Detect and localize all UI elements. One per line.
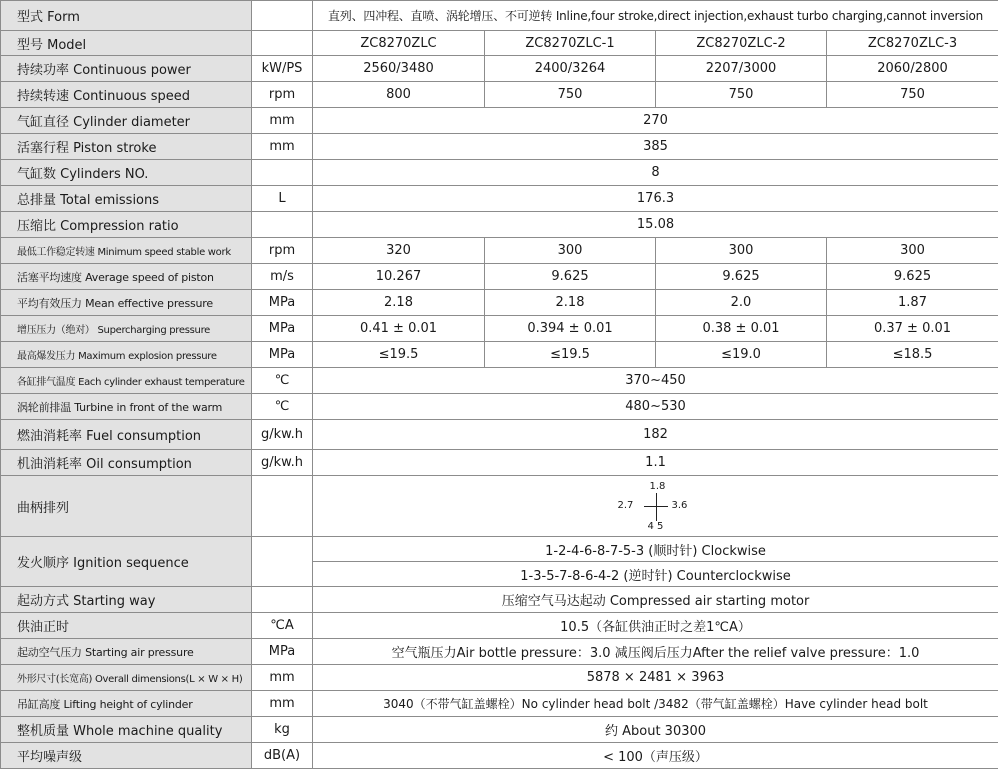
unit-turbine-temp: ℃ bbox=[252, 394, 313, 420]
label-cylinders: 气缸数 Cylinders NO. bbox=[1, 160, 252, 186]
mep-value: 2.18 bbox=[485, 290, 656, 316]
value-lifting: 3040（不带气缸盖螺栓）No cylinder head bolt /3482（带气缸盖螺栓）Have cylinder head bolt bbox=[313, 691, 998, 717]
row-speed bbox=[1, 82, 998, 108]
value-oil: 1.1 bbox=[313, 450, 998, 476]
label-fuel: 燃油消耗率 Fuel consumption bbox=[1, 420, 252, 450]
unit-starting bbox=[252, 587, 313, 613]
unit-dimensions: mm bbox=[252, 665, 313, 691]
crank-vertical-line bbox=[656, 493, 657, 521]
label-exhaust-temp: 各缸排气温度 Each cylinder exhaust temperature bbox=[1, 368, 252, 394]
unit-fuel: g/kw.h bbox=[252, 420, 313, 450]
row-ignition-cw bbox=[1, 537, 998, 562]
value-timing: 10.5（各缸供油正时之差1℃A） bbox=[313, 613, 998, 639]
unit-ignition bbox=[252, 537, 313, 587]
label-oil: 机油消耗率 Oil consumption bbox=[1, 450, 252, 476]
unit-crank bbox=[252, 476, 313, 537]
speed-value: 750 bbox=[656, 82, 827, 108]
row-exhaust-temp bbox=[1, 368, 998, 394]
piston-speed-value: 9.625 bbox=[485, 264, 656, 290]
min-speed-value: 320 bbox=[313, 238, 485, 264]
label-starting: 起动方式 Starting way bbox=[1, 587, 252, 613]
unit-exhaust-temp: ℃ bbox=[252, 368, 313, 394]
crank-top-label: 1.8 bbox=[649, 481, 666, 492]
unit-mep: MPa bbox=[252, 290, 313, 316]
unit-quality: kg bbox=[252, 717, 313, 743]
value-cylinders: 8 bbox=[313, 160, 998, 186]
value-turbine-temp: 480~530 bbox=[313, 394, 998, 420]
row-oil bbox=[1, 450, 998, 476]
value-start-air: 空气瓶压力Air bottle pressure：3.0 减压阀后压力After the relief valve pressure：1.0 bbox=[313, 639, 998, 665]
row-piston-speed bbox=[1, 264, 998, 290]
crank-right-label: 3.6 bbox=[671, 500, 688, 511]
row-compression bbox=[1, 212, 998, 238]
value-exhaust-temp: 370~450 bbox=[313, 368, 998, 394]
label-min-speed: 最低工作稳定转速 Minimum speed stable work bbox=[1, 238, 252, 264]
mep-value: 1.87 bbox=[827, 290, 998, 316]
unit-power: kW/PS bbox=[252, 56, 313, 82]
row-form bbox=[1, 1, 998, 31]
row-power bbox=[1, 56, 998, 82]
model-value: ZC8270ZLC-2 bbox=[656, 31, 827, 56]
min-speed-value: 300 bbox=[827, 238, 998, 264]
row-starting bbox=[1, 587, 998, 613]
unit-model bbox=[252, 31, 313, 56]
label-lifting: 吊缸高度 Lifting height of cylinder bbox=[1, 691, 252, 717]
label-turbine-temp: 涡轮前排温 Turbine in front of the warm bbox=[1, 394, 252, 420]
power-value: 2560/3480 bbox=[313, 56, 485, 82]
value-form: 直列、四冲程、直喷、涡轮增压、不可逆转 Inline,four stroke,direct injection,exhaust turbo charging,cannot inversion bbox=[313, 1, 998, 31]
row-fuel bbox=[1, 420, 998, 450]
crank-diagram bbox=[313, 476, 998, 537]
crank-left-label: 2.7 bbox=[617, 500, 634, 511]
row-dimensions bbox=[1, 665, 998, 691]
label-ignition: 发火顺序 Ignition sequence bbox=[1, 537, 252, 587]
piston-speed-value: 9.625 bbox=[656, 264, 827, 290]
label-dimensions: 外形尺寸(长宽高) Overall dimensions(L × W × H) bbox=[1, 665, 252, 691]
ignition-clockwise: 1-2-4-6-8-7-5-3 (顺时针) Clockwise bbox=[313, 537, 998, 562]
row-noise bbox=[1, 743, 998, 769]
unit-stroke: mm bbox=[252, 134, 313, 160]
row-supercharging bbox=[1, 316, 998, 342]
label-emissions: 总排量 Total emissions bbox=[1, 186, 252, 212]
unit-speed: rpm bbox=[252, 82, 313, 108]
power-value: 2207/3000 bbox=[656, 56, 827, 82]
row-explosion bbox=[1, 342, 998, 368]
row-start-air bbox=[1, 639, 998, 665]
label-start-air: 起动空气压力 Starting air pressure bbox=[1, 639, 252, 665]
unit-timing: ℃A bbox=[252, 613, 313, 639]
label-stroke: 活塞行程 Piston stroke bbox=[1, 134, 252, 160]
power-value: 2400/3264 bbox=[485, 56, 656, 82]
speed-value: 750 bbox=[827, 82, 998, 108]
label-mep: 平均有效压力 Mean effective pressure bbox=[1, 290, 252, 316]
value-diameter: 270 bbox=[313, 108, 998, 134]
unit-form bbox=[252, 1, 313, 31]
value-quality: 约 About 30300 bbox=[313, 717, 998, 743]
label-supercharging: 增压压力（绝对） Supercharging pressure bbox=[1, 316, 252, 342]
unit-oil: g/kw.h bbox=[252, 450, 313, 476]
ignition-counterclockwise: 1-3-5-7-8-6-4-2 (逆时针) Counterclockwise bbox=[313, 562, 998, 587]
label-explosion: 最高爆发压力 Maximum explosion pressure bbox=[1, 342, 252, 368]
value-dimensions: 5878 × 2481 × 3963 bbox=[313, 665, 998, 691]
min-speed-value: 300 bbox=[656, 238, 827, 264]
piston-speed-value: 10.267 bbox=[313, 264, 485, 290]
label-quality: 整机质量 Whole machine quality bbox=[1, 717, 252, 743]
supercharging-value: 0.41 ± 0.01 bbox=[313, 316, 485, 342]
unit-min-speed: rpm bbox=[252, 238, 313, 264]
label-power: 持续功率 Continuous power bbox=[1, 56, 252, 82]
value-emissions: 176.3 bbox=[313, 186, 998, 212]
label-speed: 持续转速 Continuous speed bbox=[1, 82, 252, 108]
explosion-value: ≤19.5 bbox=[485, 342, 656, 368]
value-starting: 压缩空气马达起动 Compressed air starting motor bbox=[313, 587, 998, 613]
row-stroke bbox=[1, 134, 998, 160]
row-crank bbox=[1, 476, 998, 537]
explosion-value: ≤19.5 bbox=[313, 342, 485, 368]
row-timing bbox=[1, 613, 998, 639]
unit-diameter: mm bbox=[252, 108, 313, 134]
label-diameter: 气缸直径 Cylinder diameter bbox=[1, 108, 252, 134]
row-cylinders bbox=[1, 160, 998, 186]
unit-lifting: mm bbox=[252, 691, 313, 717]
mep-value: 2.0 bbox=[656, 290, 827, 316]
row-model bbox=[1, 31, 998, 56]
unit-cylinders bbox=[252, 160, 313, 186]
piston-speed-value: 9.625 bbox=[827, 264, 998, 290]
value-stroke: 385 bbox=[313, 134, 998, 160]
row-turbine-temp bbox=[1, 394, 998, 420]
explosion-value: ≤19.0 bbox=[656, 342, 827, 368]
row-quality bbox=[1, 717, 998, 743]
mep-value: 2.18 bbox=[313, 290, 485, 316]
model-value: ZC8270ZLC bbox=[313, 31, 485, 56]
supercharging-value: 0.38 ± 0.01 bbox=[656, 316, 827, 342]
unit-compression bbox=[252, 212, 313, 238]
crank-bottom-label: 4 5 bbox=[647, 521, 664, 532]
unit-emissions: L bbox=[252, 186, 313, 212]
label-timing: 供油正时 bbox=[1, 613, 252, 639]
supercharging-value: 0.394 ± 0.01 bbox=[485, 316, 656, 342]
supercharging-value: 0.37 ± 0.01 bbox=[827, 316, 998, 342]
explosion-value: ≤18.5 bbox=[827, 342, 998, 368]
row-min-speed bbox=[1, 238, 998, 264]
model-value: ZC8270ZLC-1 bbox=[485, 31, 656, 56]
min-speed-value: 300 bbox=[485, 238, 656, 264]
unit-piston-speed: m/s bbox=[252, 264, 313, 290]
value-fuel: 182 bbox=[313, 420, 998, 450]
label-crank: 曲柄排列 bbox=[1, 476, 252, 537]
row-mep bbox=[1, 290, 998, 316]
speed-value: 800 bbox=[313, 82, 485, 108]
unit-noise: dB(A) bbox=[252, 743, 313, 769]
label-piston-speed: 活塞平均速度 Average speed of piston bbox=[1, 264, 252, 290]
power-value: 2060/2800 bbox=[827, 56, 998, 82]
label-model: 型号 Model bbox=[1, 31, 252, 56]
unit-start-air: MPa bbox=[252, 639, 313, 665]
row-lifting bbox=[1, 691, 998, 717]
speed-value: 750 bbox=[485, 82, 656, 108]
unit-supercharging: MPa bbox=[252, 316, 313, 342]
label-compression: 压缩比 Compression ratio bbox=[1, 212, 252, 238]
model-value: ZC8270ZLC-3 bbox=[827, 31, 998, 56]
label-form: 型式 Form bbox=[1, 1, 252, 31]
value-compression: 15.08 bbox=[313, 212, 998, 238]
row-diameter bbox=[1, 108, 998, 134]
label-noise: 平均噪声级 bbox=[1, 743, 252, 769]
unit-explosion: MPa bbox=[252, 342, 313, 368]
row-emissions bbox=[1, 186, 998, 212]
value-noise: < 100（声压级） bbox=[313, 743, 998, 769]
